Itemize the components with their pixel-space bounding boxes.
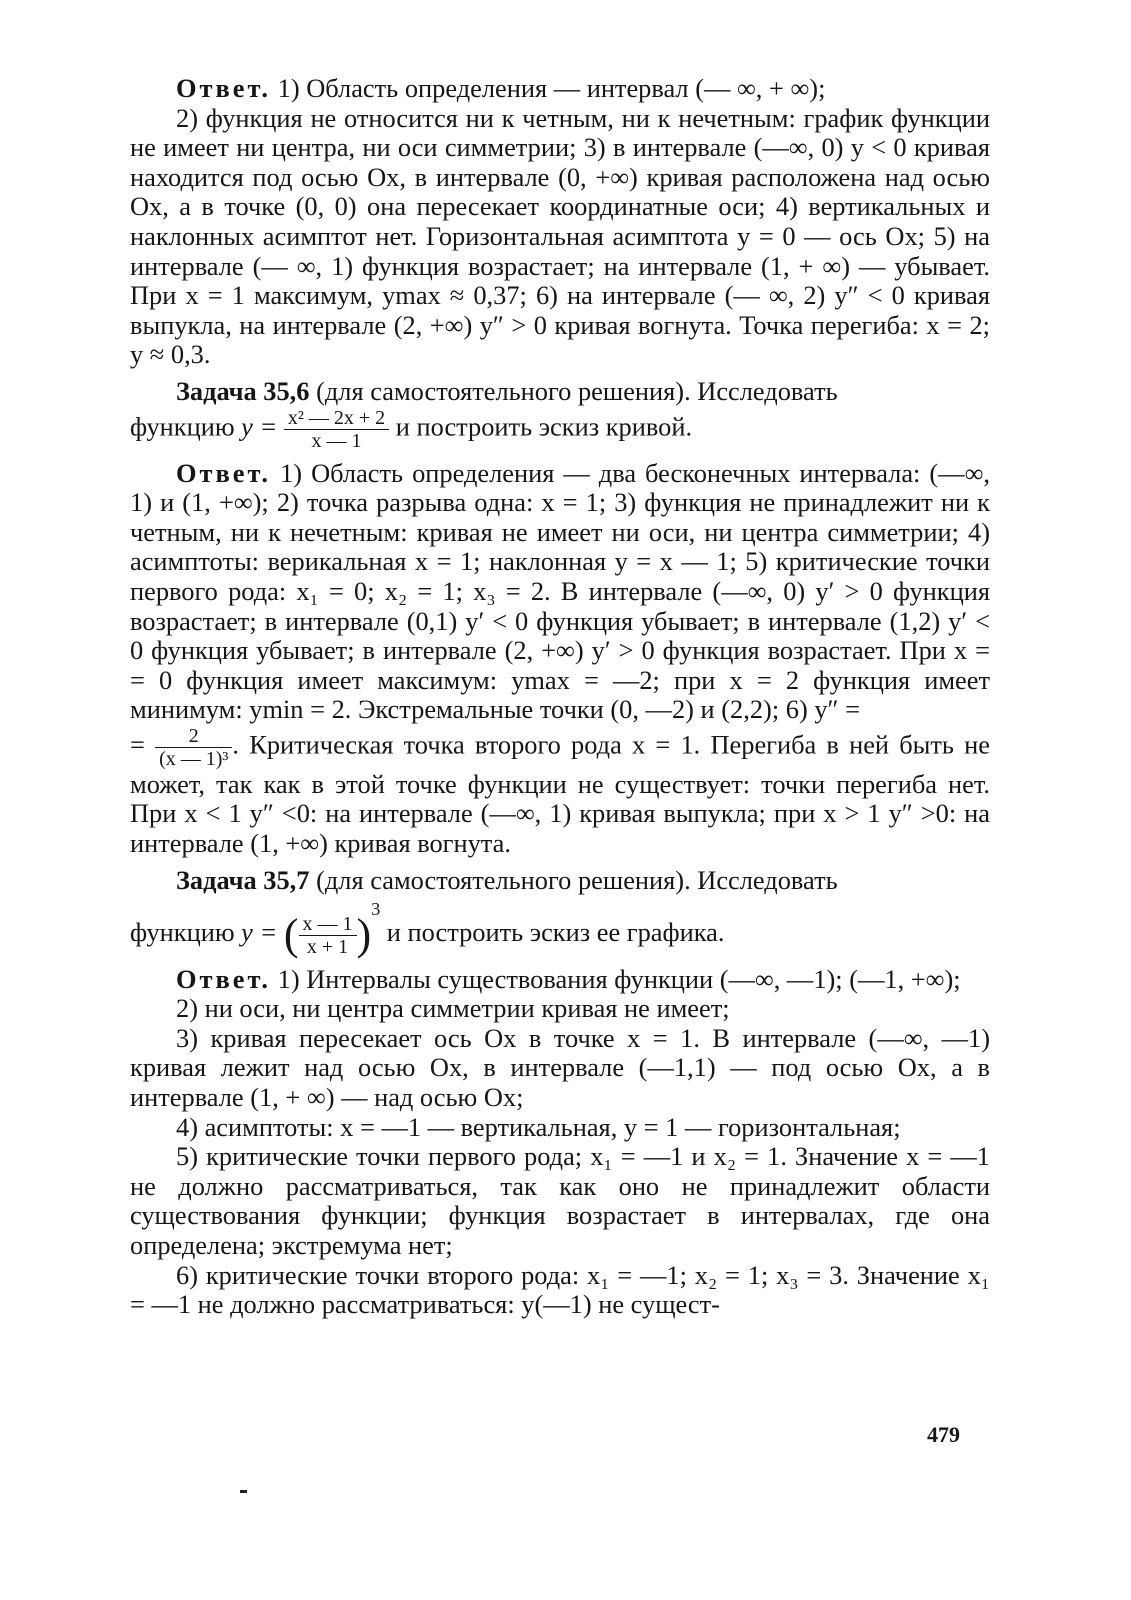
answer-label: Ответ. <box>176 73 272 103</box>
page-text <box>130 74 990 1320</box>
answer-paragraph <box>130 965 990 995</box>
fraction <box>284 407 389 452</box>
left-paren: ( <box>283 910 299 960</box>
answer-item: 6) критические точки второго рода: x₁ = —1; x₂ = 1; x₃ = 3. Значение x₁ = —1 не должно рассматриваться: y(—1) не сущест- <box>130 1259 990 1320</box>
formula-lhs: y = <box>241 917 278 948</box>
answer-label: Ответ. <box>176 457 272 488</box>
answer-text: 1) Область определения — интервал (— ∞, + ∞); <box>271 73 826 103</box>
fraction-denominator: x + 1 <box>299 935 357 958</box>
formula-lead-text: функцию <box>130 411 242 442</box>
formula-lead-text: функцию <box>130 917 242 948</box>
fraction-numerator: x — 1 <box>302 912 353 935</box>
print-mark <box>240 1490 247 1493</box>
answer-paragraph <box>130 74 990 104</box>
task-paragraph <box>130 866 990 896</box>
answer-text: 1) Область определения — два бесконечных интервала: (—∞, 1) и (1, +∞); 2) точка разрыва одна: x = 1; 3) функция не принадлежит ни к четным, ни к нечетным: кривая не имеет ни оси, ни центра симметрии; 4) асимптоты: верикальная x = 1; наклонная y = x — 1; 5) критические точки первого рода: x₁ = 0; x₂ = 1; x₃ = 2. В интервале (—∞, 0) y′ > 0 функция возрастает; в интервале (0,1) y′ < 0 функция убывает; в интервале (1,2) y′ < 0 функция убывает; в интервале (2, +∞) y′ > 0 функция возрастает. При x = = 0 функция имеет максимум: ymax = —2; при x = 2 функция имеет минимум: ymin = 2. Экстремальные точки (0, —2) и (2,2); 6) y″ = <box>130 457 990 725</box>
formula-equals: = <box>130 729 156 760</box>
answer-paragraph: 2) функция не относится ни к четным, ни к нечетным: график функции не имеет ни центра, ни оси симметрии; 3) в интервале (—∞, 0) y < 0 кривая находится под осью Ox, в интервале (0, +∞) кривая расположена над осью Ox, а в точке (0, 0) она пересекает координатные оси; 4) вертикальных и наклонных асимптот нет. Горизонтальная асимптота y = 0 — ось Ox; 5) на интервале (— ∞, 1) функция возрастает; на интервале (1, + ∞) — убывает. При x = 1 максимум, ymax ≈ 0,37; 6) на интервале (— ∞, 2) y″ < 0 кривая выпукла, на интервале (2, +∞) y″ > 0 кривая вогнута. Точка перегиба: x = 2; y ≈ 0,3. <box>130 102 990 370</box>
answer-text: 1) Интервалы существования функции (—∞, —1); (—1, +∞); <box>271 963 961 994</box>
task-title: Задача 35,6 <box>176 375 310 406</box>
task-paragraph <box>130 377 990 407</box>
task-title: Задача 35,7 <box>176 864 310 895</box>
task-formula-line <box>130 407 990 452</box>
fraction <box>299 913 357 958</box>
page-number: 479 <box>927 1422 960 1447</box>
answer-text: . Критическая точка второго рода x = 1. Перегиба в ней быть не может, так как в этой точке функции не существует: точки перегиба нет. При x < 1 y″ <0: на интервале (—∞, 1) кривая выпукла; при x > 1 y″ >0: на интервале (1, +∞) кривая вогнута. <box>130 729 991 859</box>
task-text: (для самостоятельного решения). Исследовать <box>309 375 838 406</box>
answer-item: 5) критические точки первого рода; x₁ = —1 и x₂ = 1. Значение x = —1 не должно рассматриваться, так как оно не принадлежит области существования функции; функция возрастает в интервалах, где она определена; экстремума нет; <box>130 1141 990 1261</box>
fraction-numerator: x² — 2x + 2 <box>287 406 386 429</box>
fraction-numerator: 2 <box>188 724 199 747</box>
formula-trail-text: и построить эскиз ее графика. <box>380 917 725 948</box>
task-text: (для самостоятельного решения). Исследовать <box>309 864 838 895</box>
right-paren: ) <box>356 910 372 960</box>
fraction <box>155 725 232 770</box>
fraction-denominator: (x — 1)³ <box>155 747 232 770</box>
answer-label: Ответ. <box>176 963 272 994</box>
answer-item: 3) кривая пересекает ось Ox в точке x = 1. В интервале (—∞, —1) кривая лежит над осью Ox, в интервале (—1,1) — под осью Ox, а в интервале (1, + ∞) — над осью Ox; <box>130 1022 990 1113</box>
answer-formula-line <box>130 725 990 859</box>
fraction-denominator: x — 1 <box>284 429 389 452</box>
formula-trail-text: и построить эскиз кривой. <box>389 411 693 442</box>
formula-lhs: y = <box>241 411 278 442</box>
exponent: 3 <box>371 899 381 920</box>
answer-paragraph <box>130 459 990 725</box>
answer-item: 2) ни оси, ни центра симметрии кривая не имеет; <box>176 993 730 1024</box>
answer-item: 4) асимптоты: x = —1 — вертикальная, y = 1 — горизонтальная; <box>176 1111 901 1142</box>
task-formula-line <box>130 895 990 960</box>
